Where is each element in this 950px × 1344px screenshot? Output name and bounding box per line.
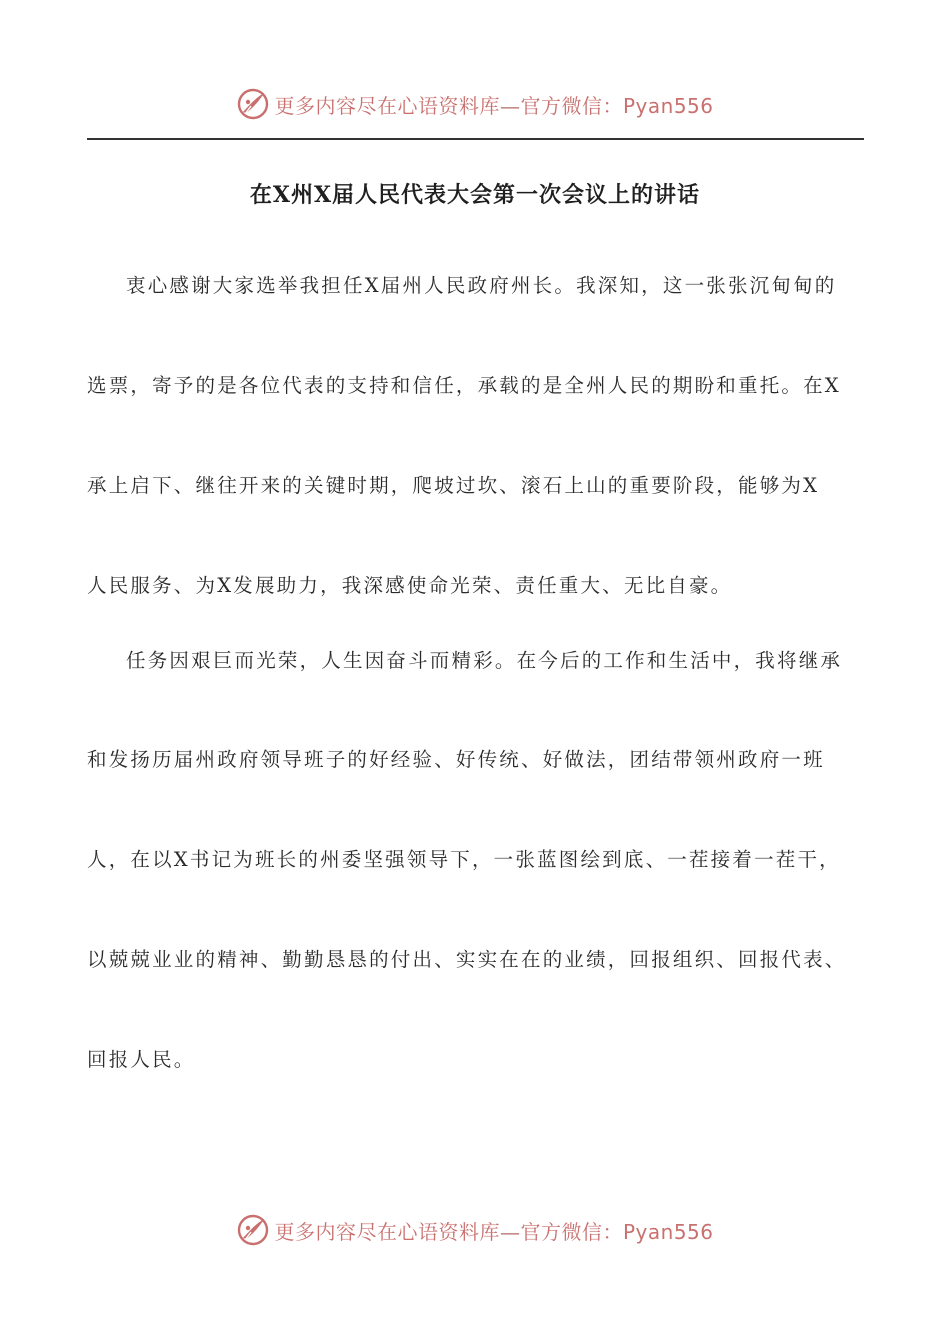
watermark-dash: — [499,1219,521,1244]
paragraph-2-line-2: 和发扬历届州政府领导班子的好经验、好传统、好做法，团结带领州政府一班 [87,748,825,771]
header-watermark [0,82,950,126]
paragraph-2-line-4: 以兢兢业业的精神、勤勤恳恳的付出、实实在在的业绩，回报组织、回报代表、 [87,948,847,971]
document-title: 在X州X届人民代表大会第一次会议上的讲话 [249,182,701,208]
paragraph-2-line-3: 人，在以X书记为班长的州委坚强领导下，一张蓝图绘到底、一茬接着一茬干， [87,848,841,871]
watermark-wechat-label: 官方微信： [520,1219,623,1244]
header-divider [87,138,864,140]
watermark-site-name: 更多内容尽在心语资料库 [274,1219,500,1244]
paragraph-1-line-2: 选票，寄予的是各位代表的支持和信任，承载的是全州人民的期盼和重托。在X [87,374,841,397]
footer-watermark [0,1208,950,1252]
paragraph-2-line-1: 任务因艰巨而光荣，人生因奋斗而精彩。在今后的工作和生活中，我将继承 [126,649,843,672]
paragraph-1-line-4: 人民服务、为X发展助力，我深感使命光荣、责任重大、无比自豪。 [87,574,733,597]
quill-pen-logo-icon [236,87,270,121]
watermark-text [274,1216,713,1245]
watermark-wechat-id: Pyan556 [622,93,714,118]
watermark-dash: — [499,93,521,118]
watermark-wechat-id: Pyan556 [622,1219,714,1244]
watermark-site-name: 更多内容尽在心语资料库 [274,93,500,118]
paragraph-1-line-1: 衷心感谢大家选举我担任X届州人民政府州长。我深知，这一张张沉甸甸的 [126,274,837,297]
paragraph-1-line-3: 承上启下、继往开来的关键时期，爬坡过坎、滚石上山的重要阶段，能够为X [87,474,820,497]
watermark-wechat-label: 官方微信： [520,93,623,118]
watermark-text [274,90,713,119]
paragraph-2-line-5: 回报人民。 [87,1048,196,1071]
quill-pen-logo-icon [236,1213,270,1247]
